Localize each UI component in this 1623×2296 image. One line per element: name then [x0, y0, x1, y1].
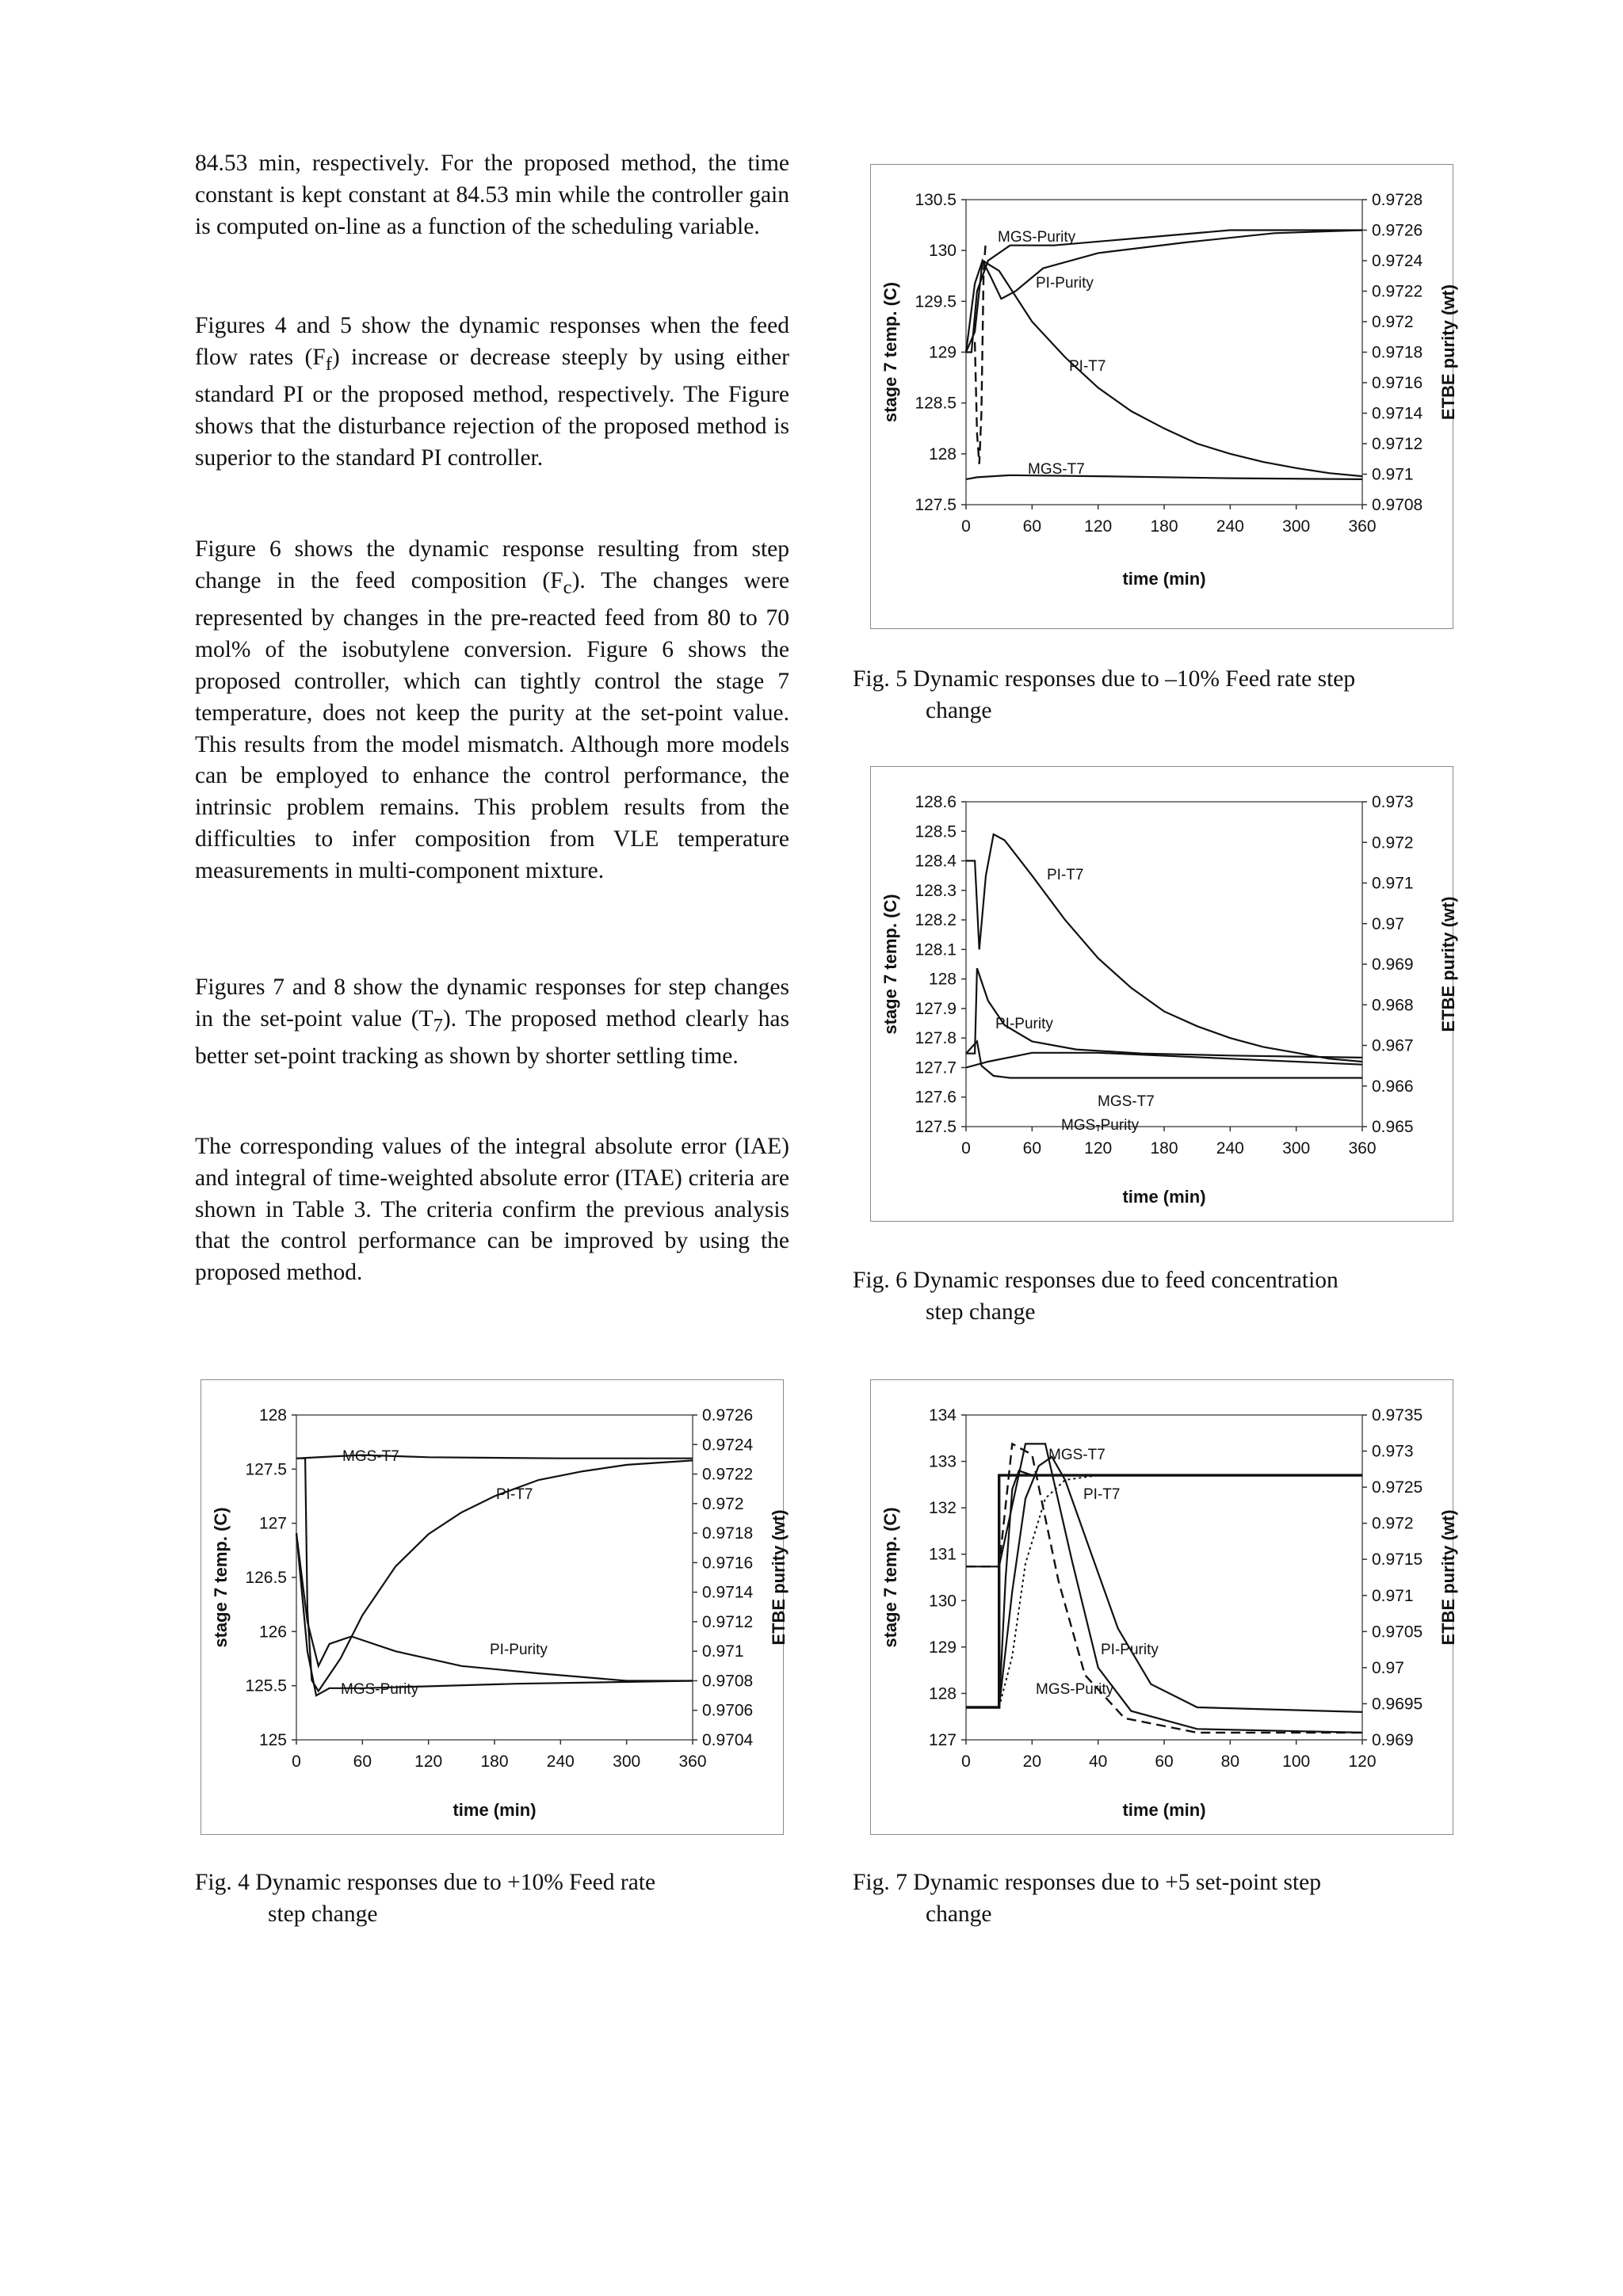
- x-axis-label: time (min): [1122, 569, 1206, 589]
- y2-tick-label: 0.971: [1372, 465, 1414, 484]
- x-tick-label: 0: [961, 517, 971, 536]
- x-tick-label: 120: [1084, 517, 1113, 536]
- y2-tick-label: 0.9695: [1372, 1695, 1423, 1714]
- series-line: [966, 1444, 1362, 1732]
- y2-tick-label: 0.9728: [1372, 191, 1423, 209]
- x-tick-label: 240: [546, 1753, 575, 1771]
- figure-6: [870, 766, 1458, 1222]
- y2-tick-label: 0.973: [1372, 793, 1414, 811]
- series-line: [966, 1475, 1362, 1707]
- y2-tick-label: 0.9725: [1372, 1478, 1423, 1497]
- x-tick-label: 60: [353, 1753, 372, 1771]
- series-line: [296, 1533, 693, 1680]
- series-line: [296, 1533, 693, 1695]
- y-tick-label: 128: [928, 970, 957, 989]
- y2-tick-label: 0.9715: [1372, 1550, 1423, 1569]
- series-annotation: MGS-Purity: [341, 1681, 419, 1698]
- x-tick-label: 60: [1155, 1753, 1174, 1771]
- y-axis-label: stage 7 temp. (C): [880, 894, 900, 1035]
- y2-tick-label: 0.972: [1372, 833, 1414, 852]
- y-tick-label: 134: [928, 1406, 957, 1425]
- figure-6-chart: [871, 767, 1458, 1221]
- y-tick-label: 127.5: [915, 1118, 957, 1136]
- y2-tick-label: 0.966: [1372, 1077, 1414, 1096]
- y-tick-label: 127: [928, 1731, 957, 1749]
- paragraph-3: Figure 6 shows the dynamic response resulting from step change in the feed composition $(F_c)$. The changes were represented by changes in the pre-reacted feed from 80 to 70 mol% of the isobutylene conversion. Figure 6 shows the proposed controller, which can tightly control the stage 7 temperature, does not keep the purity at the set-point value. This results from the model mismatch. Although more models can be employed to enhance the control performance, the intrinsic problem remains. This problem results from the difficulties to infer composition from VLE temperature measurements in multi-component mixture.: [195, 536, 789, 883]
- paragraph-1: 84.53 min, respectively. For the proposed method, the time constant is kept constant at 84.53 min while the controller gain is computed on-line as a function of the scheduling variable.: [195, 151, 789, 239]
- x-tick-label: 40: [1088, 1753, 1108, 1771]
- y-tick-label: 131: [928, 1545, 957, 1564]
- caption-figure-6: Fig. 6 Dynamic responses due to feed concentration step change: [853, 1268, 1338, 1325]
- y2-tick-label: 0.9718: [702, 1524, 754, 1543]
- y2-axis-label: ETBE purity (wt): [1438, 284, 1458, 421]
- series-line: [966, 261, 1362, 476]
- series-line: [966, 1475, 1362, 1707]
- series-line: [966, 1444, 1362, 1732]
- y2-axis-label: ETBE purity (wt): [1438, 1509, 1458, 1646]
- y-tick-label: 130: [928, 242, 957, 261]
- y-tick-label: 128.5: [915, 394, 957, 413]
- figure-7-chart: [871, 1380, 1458, 1834]
- x-tick-label: 360: [678, 1753, 707, 1771]
- x-tick-label: 120: [414, 1753, 443, 1771]
- x-tick-label: 300: [613, 1753, 641, 1771]
- series-annotation: PI-T7: [1069, 358, 1106, 375]
- y-tick-label: 128: [928, 444, 957, 463]
- y-tick-label: 128: [928, 1684, 957, 1703]
- y-axis-label: stage 7 temp. (C): [880, 1507, 900, 1648]
- x-tick-label: 0: [292, 1753, 301, 1771]
- x-tick-label: 240: [1216, 1139, 1244, 1158]
- series-line: [966, 231, 1362, 353]
- y-tick-label: 128.6: [915, 793, 957, 811]
- x-tick-label: 300: [1282, 517, 1311, 536]
- caption-figure-7: Fig. 7 Dynamic responses due to +5 set-point step change: [853, 1870, 1321, 1927]
- y-tick-label: 127: [258, 1514, 287, 1533]
- x-tick-label: 80: [1220, 1753, 1240, 1771]
- figure-7: [870, 1379, 1458, 1835]
- y2-tick-label: 0.9704: [702, 1731, 754, 1749]
- y2-tick-label: 0.971: [1372, 1586, 1414, 1605]
- series-annotation: MGS-Purity: [1061, 1117, 1140, 1134]
- y2-tick-label: 0.97: [1372, 1658, 1404, 1677]
- y2-tick-label: 0.968: [1372, 996, 1414, 1015]
- y-tick-label: 133: [928, 1452, 957, 1471]
- caption-figure-5: Fig. 5 Dynamic responses due to –10% Feed rate step change: [853, 666, 1356, 723]
- y2-tick-label: 0.971: [702, 1642, 744, 1661]
- y2-tick-label: 0.973: [1372, 1442, 1414, 1461]
- x-tick-label: 100: [1282, 1753, 1311, 1771]
- y-tick-label: 129: [928, 343, 957, 362]
- x-tick-label: 180: [1150, 1139, 1178, 1158]
- y2-tick-label: 0.971: [1372, 874, 1414, 893]
- x-tick-label: 0: [961, 1139, 971, 1158]
- x-tick-label: 360: [1348, 1139, 1377, 1158]
- caption-figure-4: Fig. 4 Dynamic responses due to +10% Feed rate step change: [195, 1870, 656, 1927]
- x-tick-label: 20: [1022, 1753, 1042, 1771]
- series-line: [966, 475, 1362, 479]
- paragraph-4: Figures 7 and 8 show the dynamic responses for step changes in the set-point value $(T_7)$. The proposed method clearly has better set-point tracking as shown by shorter settling time.: [195, 974, 789, 1070]
- y2-tick-label: 0.9708: [702, 1672, 754, 1691]
- y2-tick-label: 0.969: [1372, 955, 1414, 974]
- y2-tick-label: 0.9724: [702, 1436, 754, 1455]
- series-annotation: MGS-T7: [1098, 1093, 1155, 1110]
- x-tick-label: 120: [1084, 1139, 1113, 1158]
- x-tick-label: 180: [1150, 517, 1178, 536]
- y2-tick-label: 0.9706: [702, 1701, 754, 1720]
- series-annotation: MGS-Purity: [998, 229, 1076, 246]
- x-axis-label: time (min): [1122, 1800, 1206, 1820]
- y2-tick-label: 0.9726: [1372, 221, 1423, 240]
- y-tick-label: 127.6: [915, 1088, 957, 1107]
- y2-tick-label: 0.9712: [1372, 435, 1423, 453]
- y-tick-label: 128.3: [915, 881, 957, 900]
- series-annotation: PI-T7: [1083, 1486, 1121, 1503]
- y2-tick-label: 0.9708: [1372, 496, 1423, 514]
- y-axis-label: stage 7 temp. (C): [880, 281, 900, 423]
- x-tick-label: 60: [1022, 1139, 1042, 1158]
- x-tick-label: 240: [1216, 517, 1244, 536]
- series-annotation: PI-Purity: [995, 1016, 1053, 1032]
- figure-5: [870, 164, 1458, 629]
- y-tick-label: 126.5: [245, 1569, 287, 1587]
- y-tick-label: 127.5: [915, 496, 957, 514]
- y2-tick-label: 0.9718: [1372, 343, 1423, 362]
- series-annotation: MGS-Purity: [1036, 1681, 1114, 1698]
- y2-tick-label: 0.969: [1372, 1731, 1414, 1749]
- y2-tick-label: 0.9712: [702, 1612, 754, 1631]
- series-line: [966, 1470, 1362, 1707]
- x-axis-label: time (min): [453, 1800, 537, 1820]
- series-annotation: MGS-T7: [1048, 1447, 1106, 1463]
- y2-tick-label: 0.972: [702, 1494, 744, 1513]
- y-tick-label: 127.5: [245, 1460, 287, 1479]
- series-annotation: PI-Purity: [1101, 1642, 1159, 1658]
- y2-tick-label: 0.9722: [702, 1465, 754, 1484]
- x-tick-label: 180: [480, 1753, 509, 1771]
- y2-axis-label: ETBE purity (wt): [769, 1509, 789, 1646]
- x-tick-label: 360: [1348, 517, 1377, 536]
- x-axis-label: time (min): [1122, 1187, 1206, 1207]
- y2-tick-label: 0.9716: [1372, 374, 1423, 392]
- series-line: [966, 1053, 1362, 1068]
- y-tick-label: 128: [258, 1406, 287, 1425]
- series-line: [966, 968, 1362, 1058]
- y-tick-label: 128.5: [915, 822, 957, 841]
- y2-tick-label: 0.9716: [702, 1554, 754, 1573]
- series-line: [999, 1457, 1362, 1712]
- y2-tick-label: 0.9714: [1372, 404, 1423, 423]
- y2-axis-label: ETBE purity (wt): [1438, 896, 1458, 1032]
- y-tick-label: 126: [258, 1623, 287, 1642]
- y-tick-label: 127.8: [915, 1029, 957, 1048]
- y-tick-label: 129: [928, 1638, 957, 1657]
- y-tick-label: 132: [928, 1499, 957, 1518]
- y2-tick-label: 0.9722: [1372, 282, 1423, 301]
- x-tick-label: 0: [961, 1753, 971, 1771]
- y-tick-label: 125: [258, 1731, 287, 1749]
- x-tick-label: 120: [1348, 1753, 1377, 1771]
- series-annotation: PI-Purity: [1036, 275, 1094, 292]
- series-annotation: MGS-T7: [342, 1448, 399, 1465]
- y2-tick-label: 0.9724: [1372, 252, 1423, 270]
- y-tick-label: 127.9: [915, 999, 957, 1018]
- series-annotation: MGS-T7: [1028, 461, 1085, 478]
- y-tick-label: 130: [928, 1592, 957, 1611]
- y-tick-label: 130.5: [915, 191, 957, 209]
- y2-tick-label: 0.9735: [1372, 1406, 1423, 1425]
- y-tick-label: 128.2: [915, 911, 957, 930]
- y-axis-label: stage 7 temp. (C): [211, 1507, 231, 1648]
- y2-tick-label: 0.97: [1372, 914, 1404, 933]
- y2-tick-label: 0.9705: [1372, 1623, 1423, 1642]
- figure-4-chart: [201, 1380, 789, 1834]
- y2-tick-label: 0.9714: [702, 1583, 754, 1602]
- x-tick-label: 60: [1022, 517, 1042, 536]
- y-tick-label: 125.5: [245, 1676, 287, 1695]
- series-line: [966, 1041, 1362, 1077]
- figure-4: [200, 1379, 789, 1835]
- series-annotation: PI-T7: [1047, 867, 1084, 883]
- series-annotation: PI-T7: [496, 1486, 533, 1503]
- y-tick-label: 127.7: [915, 1058, 957, 1077]
- figure-5-chart: [871, 165, 1458, 628]
- series-annotation: PI-Purity: [490, 1642, 548, 1658]
- paragraph-5: The corresponding values of the integral absolute error (IAE) and integral of time-weighted absolute error (ITAE) criteria are shown in Table 3. The criteria confirm the previous analysis that the control performance can be improved by using the proposed method.: [195, 1134, 789, 1286]
- y-tick-label: 128.1: [915, 940, 957, 959]
- y2-tick-label: 0.967: [1372, 1036, 1414, 1055]
- series-line: [966, 231, 1362, 353]
- y2-tick-label: 0.965: [1372, 1118, 1414, 1136]
- y-tick-label: 129.5: [915, 292, 957, 311]
- x-tick-label: 300: [1282, 1139, 1311, 1158]
- paragraph-2: Figures 4 and 5 show the dynamic responses when the feed flow rates $(F_f)$ increase or decrease steeply by using either standard PI or the proposed method, respectively. The Figure shows that the disturbance rejection of the proposed method is superior to the standard PI controller.: [195, 313, 789, 471]
- y-tick-label: 128.4: [915, 852, 957, 871]
- y2-tick-label: 0.972: [1372, 1514, 1414, 1533]
- y2-tick-label: 0.972: [1372, 313, 1414, 331]
- y2-tick-label: 0.9726: [702, 1406, 754, 1425]
